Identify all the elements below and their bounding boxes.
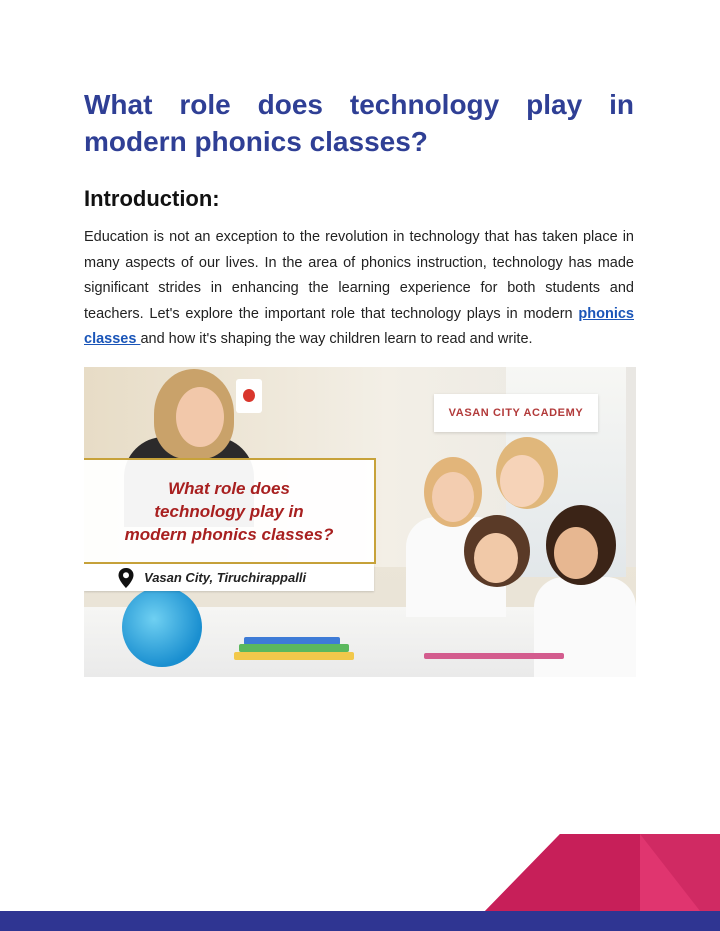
apple-flashcard xyxy=(236,379,262,413)
phonics-classes-link[interactable]: phonics classes xyxy=(84,305,634,347)
child-shirt xyxy=(534,577,636,677)
footer-bar xyxy=(0,911,720,931)
book xyxy=(424,653,564,659)
globe xyxy=(122,587,202,667)
intro-paragraph xyxy=(84,225,634,353)
intro-text-before-link: Education is not an exception to the revolution in technology that has taken place in many aspects of our lives. In the area of phonics instruction, technology has made significant strides in enhancing the learning experience for both students and teachers. Let's explore the important role that technology plays in modern xyxy=(84,229,634,322)
child-face xyxy=(474,533,518,583)
child-face xyxy=(500,455,544,507)
location-card xyxy=(84,564,374,591)
book xyxy=(239,644,349,652)
academy-logo xyxy=(434,394,598,432)
hero-image xyxy=(84,367,636,677)
academy-logo-text: VASAN CITY ACADEMY xyxy=(448,407,584,419)
hero-title-line: technology play in xyxy=(154,501,304,521)
hero-title-line: What role does xyxy=(168,478,290,498)
child-face xyxy=(554,527,598,579)
hero-title-card xyxy=(84,458,376,564)
teacher-face xyxy=(176,387,224,447)
book xyxy=(234,652,354,660)
hero-title-line: modern phonics classes? xyxy=(124,524,334,544)
child-face xyxy=(432,472,474,522)
intro-heading: Introduction: xyxy=(84,186,220,211)
intro-text-after-link: and how it's shaping the way children learn to read and write. xyxy=(140,331,533,347)
page-title: What role does technology play in modern phonics classes? xyxy=(84,89,634,157)
location-text: Vasan City, Tiruchirappalli xyxy=(144,570,307,585)
footer-crimson-shape xyxy=(485,834,640,911)
location-pin-icon xyxy=(118,568,134,588)
